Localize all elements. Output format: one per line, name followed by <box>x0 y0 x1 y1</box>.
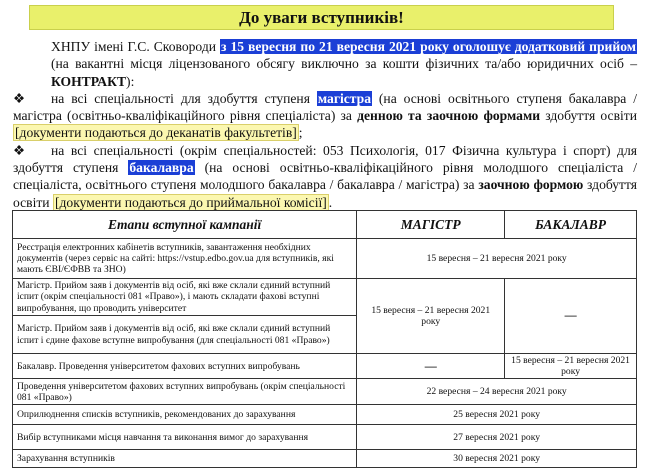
date-cell: 30 вересня 2021 року <box>357 450 637 468</box>
intro-text <box>13 38 637 211</box>
empty-dash-cell: — <box>505 279 637 354</box>
bakalavr-highlight: бакалавра <box>129 160 194 176</box>
documents-note-deanery: [документи подаються до деканатів факультетів] <box>15 125 297 141</box>
date-cell: 15 вересня – 21 вересня 2021 року <box>357 279 505 354</box>
bullet-text-part: ; <box>298 125 303 141</box>
date-cell: 25 вересня 2021 року <box>357 405 637 425</box>
date-cell: 22 вересня – 24 вересня 2021 року <box>357 379 637 405</box>
empty-dash-cell: — <box>357 354 505 379</box>
announcement-banner <box>29 5 614 30</box>
stage-cell: Магістр. Прийом заяв і документів від осіб, які вже склали єдиний вступний іспит і єдине фахове вступне випробування (для спеціальності 081 «Право») <box>13 316 357 354</box>
header-stages: Етапи вступної кампанії <box>13 211 357 239</box>
table-row <box>13 279 637 316</box>
magistr-highlight: магістра <box>317 90 372 106</box>
stage-cell: Зарахування вступників <box>13 450 357 468</box>
intro-text-part: ): <box>126 73 135 89</box>
date-cell: 15 вересня – 21 вересня 2021 року <box>505 354 637 379</box>
table-header-row <box>13 211 637 239</box>
stage-cell: Реєстрація електронних кабінетів вступників, завантаження необхідних документів (через сервіс на сайті: https://vstup.edbo.gov.ua для вступників, які мають ЄВІ/ЄФВВ та ЗНО) <box>13 239 357 279</box>
stage-cell: Проведення університетом фахових вступних випробувань (окрім спеціальності 081 «Право») <box>13 379 357 405</box>
bullet-text-part: (на основі освітнього ступеня бакалавра / магістра (освітньо-кваліфікаційного рівня спеціаліста) за <box>13 90 638 124</box>
bullet-text-part: на всі спеціальності для здобуття ступеня <box>51 90 317 106</box>
stage-cell: Бакалавр. Проведення університетом фахових вступних випробувань <box>13 354 357 379</box>
dates-highlight: з 15 вересня по 21 вересня 2021 року оголошує додатковий прийом <box>221 39 636 54</box>
table-row <box>13 239 637 279</box>
table-row <box>13 450 637 468</box>
bullet-icon: ❖ <box>13 142 26 158</box>
date-cell: 27 вересня 2021 року <box>357 425 637 450</box>
stage-cell: Вибір вступниками місця навчання та виконання вимог до зарахування <box>13 425 357 450</box>
bullet-bakalavr <box>13 142 637 211</box>
date-cell: 15 вересня – 21 вересня 2021 року <box>357 239 637 279</box>
bullet-text-part: . <box>328 194 333 210</box>
table-row <box>13 354 637 379</box>
stage-cell: Оприлюднення списків вступників, рекомендованих до зарахування <box>13 405 357 425</box>
table-row <box>13 405 637 425</box>
table-row <box>13 425 637 450</box>
schedule-table <box>12 210 637 468</box>
bullet-text-part: здобуття освіти <box>540 108 637 124</box>
bullet-text-part: на всі спеціальності (окрім спеціальностей: 053 Психологія, 017 Фізична культура і спорт) для здобуття ступеня <box>13 142 637 176</box>
bullet-text-part: (на основі освітньо-кваліфікаційного рівня молодшого спеціаліста / спеціаліста, освітнього ступеня молодшого бакалавра / бакалавра / магістра) за <box>13 160 637 193</box>
bullet-icon: ❖ <box>13 90 26 106</box>
contract-label: КОНТРАКТ <box>51 73 127 89</box>
header-bakalavr: БАКАЛАВР <box>505 211 637 239</box>
bullet-text-part: здобуття освіти <box>13 177 638 210</box>
stage-cell: Магістр. Прийом заяв і документів від осіб, які вже склали єдиний вступний іспит (окрім спеціальності 081 «Право»), і мають складати фахові вступні випробування, що проводить університет <box>13 279 357 316</box>
form-label: денною та заочною формами <box>357 108 541 124</box>
header-magistr: МАГІСТР <box>357 211 505 239</box>
intro-paragraph <box>13 38 637 90</box>
documents-note-admissions: [документи подаються до приймальної комісії] <box>54 194 327 210</box>
intro-text-part: ХНПУ імені Г.С. Сковороди <box>51 39 220 54</box>
intro-text-part: (на вакантні місця ліцензованого обсягу виключно за кошти фізичних та/або юридичних осіб – <box>51 56 637 72</box>
form-label: заочною формою <box>478 177 584 193</box>
banner-title: До уваги вступників! <box>239 8 404 27</box>
table-row <box>13 379 637 405</box>
bullet-magistr <box>13 90 637 142</box>
